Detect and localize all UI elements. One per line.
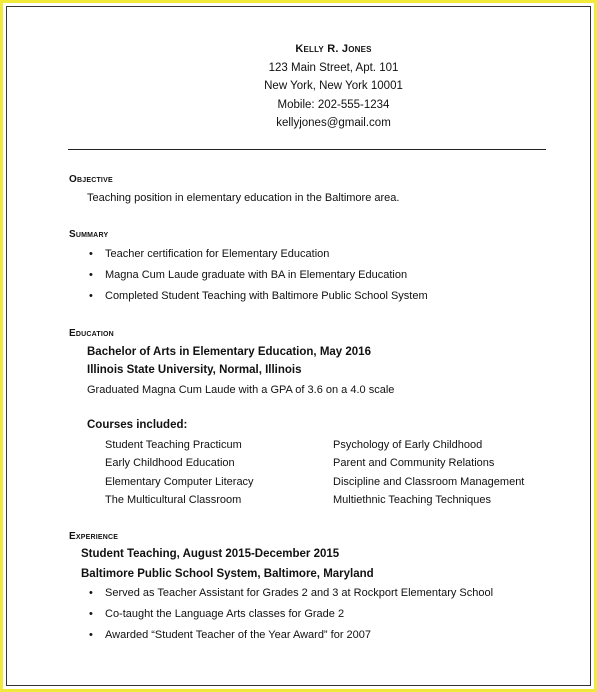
summary-item: • Completed Student Teaching with Baltimore Public School System bbox=[89, 290, 428, 302]
bullet-icon: • bbox=[89, 269, 93, 281]
resume-header bbox=[0, 40, 597, 133]
email-address: kellyjones@gmail.com bbox=[276, 117, 391, 129]
header-divider bbox=[68, 149, 546, 150]
experience-organization: Baltimore Public School System, Baltimore, Maryland bbox=[81, 568, 374, 580]
bullet-icon: • bbox=[89, 587, 93, 599]
summary-item: • Teacher certification for Elementary Education bbox=[89, 248, 330, 260]
experience-role: Student Teaching, August 2015-December 2015 bbox=[81, 548, 340, 560]
courses-heading: Courses included: bbox=[87, 419, 188, 431]
address-line-2: New York, New York 10001 bbox=[264, 80, 403, 92]
course-item: Elementary Computer Literacy bbox=[105, 476, 254, 488]
course-item: Student Teaching Practicum bbox=[105, 439, 242, 451]
bullet-icon: • bbox=[89, 248, 93, 260]
address-line-1: 123 Main Street, Apt. 101 bbox=[268, 61, 399, 74]
education-note: Graduated Magna Cum Laude with a GPA of 3.6 on a 4.0 scale bbox=[87, 384, 395, 396]
education-heading: Education bbox=[69, 328, 114, 339]
objective-text: Teaching position in elementary education in the Baltimore area. bbox=[87, 192, 400, 204]
course-item: Parent and Community Relations bbox=[333, 457, 495, 469]
course-item: Psychology of Early Childhood bbox=[333, 439, 483, 451]
course-item: Discipline and Classroom Management bbox=[333, 476, 525, 488]
experience-heading: Experience bbox=[69, 531, 119, 542]
candidate-name: Kelly R. Jones bbox=[295, 43, 372, 55]
course-item: Early Childhood Education bbox=[105, 457, 235, 469]
phone-number: Mobile: 202-555-1234 bbox=[277, 98, 390, 111]
course-item: The Multicultural Classroom bbox=[105, 494, 242, 506]
bullet-icon: • bbox=[89, 290, 93, 302]
summary-heading: Summary bbox=[69, 229, 109, 240]
experience-item: • Co-taught the Language Arts classes for Grade 2 bbox=[89, 608, 345, 620]
degree: Bachelor of Arts in Elementary Education, May 2016 bbox=[87, 346, 371, 358]
school: Illinois State University, Normal, Illinois bbox=[87, 364, 302, 376]
bullet-icon: • bbox=[89, 608, 93, 620]
experience-item: • Awarded “Student Teacher of the Year Award” for 2007 bbox=[89, 629, 372, 641]
course-item: Multiethnic Teaching Techniques bbox=[333, 494, 491, 506]
experience-item: • Served as Teacher Assistant for Grades 2 and 3 at Rockport Elementary School bbox=[89, 587, 494, 599]
summary-item: • Magna Cum Laude graduate with BA in Elementary Education bbox=[89, 269, 408, 281]
objective-heading: Objective bbox=[69, 174, 113, 185]
bullet-icon: • bbox=[89, 629, 93, 641]
